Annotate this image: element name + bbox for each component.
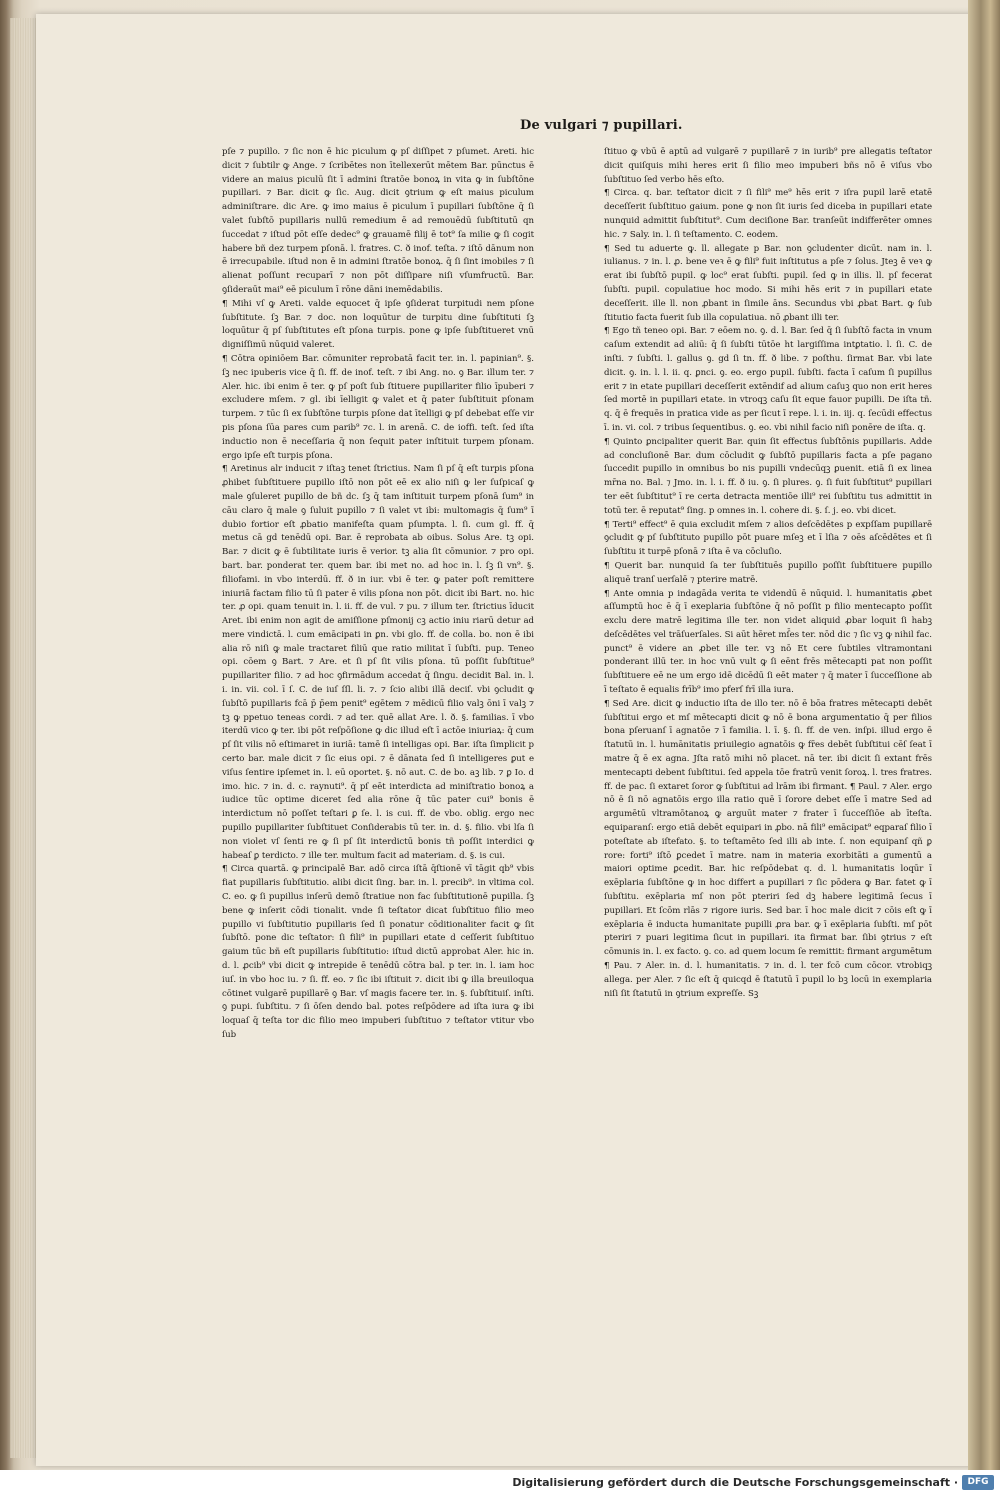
paragraph: ¶ Sed tu aduerte ꝙ. ll. allegate p Bar. non ꝯcludenter dicūt. nam in. l. iulianus. ⁊ in. l. ꝓ. bene veꝛ ē ꝙ fili⁹ fuit inſtitutus a pſe ⁊ ſolus. Jteꝫ ē veꝛ ꝙ erat ibi ſubſtō pupil. ꝙ loc⁹ erat ſubſti. pupil. ſed ꝙ in illis. ll. pſ fecerat ſubſti. pupil. copulatiue hoc modo. Si mihi hēs erit ⁊ in pupillari etate deceſſerit. ille ll. non ꝓbant in ſimile āns. Secundus vbi ꝓbat Bart. ꝙ ſub ſtitutio facta fuerit ſub illa copulatiua. nō ꝓbant illi ter.: [604, 243, 932, 323]
text-column-right: [604, 146, 932, 1001]
paragraph: ¶ Sed Are. dicit ꝙ inductio iſta de illo ter. nō ē bōa fratres mētecapti debēt ſubſtitui ergo et mſ mētecapti dicit ꝙ nō ē bona argumentatio q̄ per filios bona pſeruanſ ī agnatōe ⁊ ī familia. l. ī. §. ſi. ff. de ven. inſpi. illud ergo ē ſtatutū in. l. humānitatis priuilegio agnatōis ꝙ fr̄es debēt ſubſtitui cēſ ſeat ī matre q̄ ē ex agna. Jſta ratō mihi nō placet. nā ter. ibi dicit ſi extant frēs mentecapti debent ſubſtitui. ſed appela tōe fratrū venit ſoroꝝ. l. tres fratres. ff. de pac. ſi extaret ſoror ꝙ ſubſtitui ad lrām ibi firmant. ¶ Paul. ⁊ Aler. ergo nō ē ſi nō agnatōis ergo illa ratio quē ī ſorore debet eſſe ī matre Sed ad argumētū vltramōtanoꝝ ꝙ arguūt mater ⁊ frater ī ſucceſſiōe ab īteſta. equiparanſ: ergo etiā debēt equipari in ꝓbo. nā fili⁹ emācipat⁹ eqparaſ filio ī poteſtate ab iſtefato. §. to teſtamēto ſed illi ab inte. ſ. non equipanſ qñ ꝑ rore: forti⁹ iſtō ꝑcedet ī matre. nam in materia exorbitāti a gumentū a maiori optime ꝑcedit. Bar. hic reſpōdebat q. d. l. humanitatis loqūr ī exēplaria ſubſtōne ꝙ in hoc differt a pupillari ⁊ ſic pōdera ꝙ Bar. fatet ꝙ ī ſubſtitu. exēplaria mſ non pōt pteriri ſed dꝫ habere legitimā ſecus ī pupillari. Et ſcōm rlās ⁊ rigore iuris. Sed bar. ī hoc male dicit ⁊ cōis eſt ꝙ ī exēplaria ē inducta humanitate pupilli ꝓra bar. ꝙ ī exēplaria ſubſti. mſ pōt pteriri ⁊ puari legitima ſicut in pupillari. ita firmat bar. ſibi ꝯtrius ⁊ eſt cōmunis in. l. ex facto. ꝯ. co. ad quem locum ſe remittit: firmant argumētum ¶ Pau. ⁊ Aler. in. d. l. humanitatis. ⁊ in. d. l. ter fcō cum cōcor. vtrobiqꝫ allega. per Aler. ⁊ ſic eſt q̄ quicqd ē ſtatutū ī pupil lo bꝫ locū in exemplaria niſi ſit ſtatutū in ꝯtrium expreſſe. Sꝫ: [604, 698, 932, 999]
running-title: De vulgari ⁊ pupillari.: [520, 118, 683, 133]
funding-credit: Digitalisierung gefördert durch die Deutsche Forschungsgemeinschaft ·: [512, 1476, 958, 1489]
paragraph: ¶ Aretinus alr inducit ⁊ iſtaꝫ tenet ſtrictius. Nam ſi pſ q̄ eſt turpis pſona ꝓhibet ſubſtituere pupillo iſtō non pōt eē ex alio niſi ꝙ ler ſuſpicaſ ꝙ male ꝯſuleret pupillo de bñ dc. ſꝫ q̄ tam inſtituit turpem pſonā ſum⁹ in cāu claro q̄ male ꝯ ſuluit pupillo ⁊ ſi valet vt ibi: multomagis q̄ ſum⁹ ī dubio fortior eſt ꝓbatio manifeſta quam pſumpta. l. ſi. cum gl. ff. q̄ metus cā gd tenēdū opi. Bar. ē reprobata ab oibus. Solus Are. tꝫ opi. Bar. ⁊ dicit ꝙ ē ſubtilitate iuris ē verior. tꝫ alia ſit cōmunior. ⁊ pro opi. bart. bar. ponderat ter. quem bar. ibi met no. ad hoc in. l. ſꝫ ſi vn⁹. §. filiofami. in vbo interdū. ff. ð in iur. vbi ē ter. ꝙ pater poſt remittere iniuriā factam filio tū ſi pater ē vilis pſona non pōt. dicit ibi Bart. no. hic ter. ꝓ opi. quam tenuit in. l. ii. ff. de vul. ⁊ pu. ⁊ illum ter. ſtrictius īducit Aret. ibi enim non agit de amiſſione pſmonij cꝫ actio iniu riarū detur ad mere vindictā. l. cum emācipati in ꝑn. vbi glo. ff. de colla. bo. non ē ibi alia rō niſi ꝙ male tractaret filiū que ratio militat ī ſubſti. pup. Teneo opi. cōem ꝯ Bart. ⁊ Are. et ſi pſ ſit vilis pſona. tū poſſit ſubſtitue⁹ pupillariter filio. ⁊ ad hoc ꝯfirmādum accedat q̄ ſingu. decidit Bal. in. l. i. in. vii. col. ī ſ. C. de iuſ ſſl. li. ⁊. ⁊ ſcio alibi illā deciſ. vbi ꝯcludit ꝙ ſubſtō pupillaris fcā p̄ p̄em penit⁹ egētem ⁊ mēdicū filio valꝫ ōni ī valꝫ ⁊ tꝫ ꝙ ppetuo teneas cordi. ⁊ ad ter. quē allat Are. l. ð. §. familias. ī vbo iterdū vico ꝙ ter. ibi pōt reſpōſione ꝙ dic illud eſt ī actōe iniuriaꝝ: q̄ cum pſ ſit vilis nō eſtimaret in iuriā: tamē ſi intelligas opi. Bar. iſta ſimplicit p certo bar. male dicit ⁊ ſic eius opi. ⁊ ē dānata ſed ſi intelligeres ꝑut e viſus ſentire ipſemet in. l. eū oportet. §. nō aut. C. de bo. aꝫ lib. ⁊ ꝑ Io. d imo. hic. ⁊ in. d. c. raynuti⁹. q̄ pſ eēt interdicta ad miniſtratio bonoꝝ a iudice tūc optime diceret ſed alia rōne q̄ tūc pater cui⁹ bonis ē interdictum nō poſſet teſtari ꝑ ſe. l. is cui. ff. de vbo. oblig. ergo nec pupillo pupillariter ſubſtituet Conſiderabis tū ter. in. d. §. filio. vbi lſa ſi non violet vſ ſenti re ꝙ ſi pſ ſit interdictū bonis tñ poſſit interdici ꝙ habeaſ ꝑ terdicto. ⁊ ille ter. multum facit ad materiam. d. §. is cui.: [222, 464, 534, 861]
paragraph: ¶ Querit bar. nunquid ſa ter ſubſtituēs pupillo poſſit ſubſtituere pupillo aliquē tranſ uerſalē ⁊ pterire matrē.: [604, 560, 932, 585]
paragraph: ¶ Cōtra opiniōem Bar. cōmuniter reprobatā facit ter. in. l. papinian⁹. §. ſꝫ nec ipuberis vice q̄ ſi. ff. de inof. teſt. ⁊ ibi Ang. no. ꝯ Bar. illum ter. ⁊ Aler. hic. ibi enim ē ter. ꝙ pſ poſt ſub ſtituere pupillariter filio īpuberi ⁊ excludere mſem. ⁊ gl. ibi īelligit ꝙ valet et q̄ pater ſubſtituit pſonam turpem. ⁊ tūc ſi ex ſubſtōne turpis pſone dat ītelligi ꝙ pſ debebat eſſe vir pis pſona ſūa pares cum parib⁹ ⁊c. l. in arenā. C. de ioffi. teſt. ſed iſta inductio non ē neceſſaria q̄ non ſequit pater inſtituit turpem pſonam. ergo ipſe eſt turpis pſona.: [222, 353, 534, 461]
paragraph: ¶ Ego tñ teneo opi. Bar. ⁊ eōem no. ꝯ. d. l. Bar. ſed q̄ ſi ſubſtō facta in vnum caſum extendit ad aliū: q̄ ſi ſubſti tūtōe ht largiſſima intꝑtatio. l. ſi. C. de inſti. ⁊ ſubſti. l. gallus ꝯ. gd ſi tn. ff. ð libe. ⁊ poſthu. ſirmat Bar. vbi late dicit. ꝯ. in. l. l. ii. q. ꝑnci. ꝯ. eo. ergo pupil. ſubſti. facta ī caſum ſi pupillus erit ⁊ in etate pupillari deceſſerit extēndif ad alium caſuꝫ quo non erit heres ſed mortē in pupillari etate. in vtroqꝫ caſu ſit eque fauor pupilli. De iſta tñ. q. q̄ ē frequēs in pratica vide as per ſicut ī repe. l. i. in. iij. q. ſecūdi effectus ī. in. vi. col. ⁊ tribus ſequentibus. ꝯ. eo. vbi nihil facio niſi ponēre de iſta. q.: [604, 326, 932, 433]
paragraph: pſe ⁊ pupillo. ⁊ ſic non ē hic piculum ꝙ pſ diſſipet ⁊ pſumet. Areti. hic dicit ⁊ ſubtilr ꝙ Ange. ⁊ ſcribētes non ītellexerūt mētem Bar. pūnctus ē videre an maius piculū ſit ī admini ſtratōe bonoꝝ in vita ꝙ in ſubſtōne pupillari. ⁊ Bar. dicit ꝙ ſic. Aug. dicit ꝯtrium ꝙ eſt maius piculum adminiſtrare. dic Are. ꝙ imo maius ē piculum ī pupillari ſubſtōne q̄ ſi valet ſubſtō pupillaris nullū remedium ē ad remouēdū ſubſtitutū qn ſuccedat ⁊ iſtud pōt eſſe dedec⁹ ꝙ grauamē filij ē tot⁹ ſa milie ꝙ ſi cogit habere bñ dez turpem pſonā. l. fratres. C. ð inof. teſta. ⁊ iſtō dānum non ē irrecupabile. iſtud non ē in admini ſtratōe bonoꝝ. q̄ ſi ſint imobiles ⁊ ſi alienat poſſunt recuparī ⁊ non pōt diſſipare niſi vſumfructū. Bar. ꝯſideraūt mai⁹ eē piculum ī rōne dāni inemēdabilis.: [222, 147, 534, 295]
paragraph: ¶ Quinto ꝑncipaliter querit Bar. quin ſit effectus ſubſtōnis pupillaris. Adde ad concluſionē Bar. dum cōcludit ꝙ ſubſtō pupillaris facta a pſe pagano ſuccedit pupillo in omnibus bo nis pupilli vndecūqꝫ ꝑuenit. etiā ſi ex linea mr̄na no. Bal. ⁊ Jmo. in. l. i. ff. ð iu. ꝯ. ſi plures. ꝯ. ſi fuit ſubſtitut⁹ pupillari ter eēt ſubſtitut⁹ ī re certa detracta mentiōe illi⁹ rei ſubſtitu tus admittit in totū ter. ē reputat⁹ ſing. p omnes in. l. cohere di. §. ſ. j. eo. vbi dicet.: [604, 436, 932, 516]
paragraph: ¶ Ante omnia p indagāda verita te videndū ē nūquid. l. humanitatis ꝓbet aſſumptū hoc ē q̄ ī exeplaria ſubſtōne q̄ nō poſſit p filio mentecapto poſſit exclu dere matrē legitima ille ter. non videt aliquid ꝓbar loquit ſi habꝫ deſcēdētes vel trāſuerſales. Si aūt hēret mſ̄es ter. nōd dic ⁊ ſic vꝫ ꝙ nihil fac. punct⁹ ē videre an ꝓbet ille ter. vꝫ nō Et cere ſubtiles vltramontani ponderant illū ter. in hoc vnū vult ꝙ ſi eēnt frēs mētecapti pat non poſſit ſubſtituere eē ne um ergo idē dicēdū ſi eēt mater ⁊ q̄ mater ī ſucceſſione ab ī teſtato ē equalis frīb⁹ imo pferſ frī illa iura.: [604, 588, 932, 696]
digitization-footer: [0, 1470, 1000, 1495]
text-column-left: [222, 146, 534, 1043]
book-cover-edge: [968, 0, 1000, 1470]
paragraph: ¶ Circa quartā. ꝙ principalē Bar. adō circa iſtā q̄ſtionē vī tāgit qb⁹ vbis fiat pupillaris ſubſtitutio. alibi dicit ſing. bar. in. l. precib⁹. in vltima col. C. eo. ꝙ ſi pupillus inſerū demō ſtratiue non fac ſubſtitutionē pupilla. ſꝫ bene ꝙ inſerit cōdi tionalit. vnde ſi teſtator dicat ſubſtituo filio meo pupillo vi ſubſtitutio pupillaris ſed ſi ponatur cōditionaliter facit ꝙ ſit ſubſtō. pone dic teſtator: ſi fili⁹ in pupillari etate d ceſſerit ſubſtituo gaium tūc bñ eſt pupillaris ſubſtitutio: iſtud dictū approbat Aler. hic in. d. l. ꝓcib⁹ vbi dicit ꝙ intrepide ē tenēdū cōtra bal. p ter. in. l. iam hoc iuſ. in vbo hoc iu. ⁊ ſi. ff. eo. ⁊ ſic ibi iſtituit ⁊. dicit ibi ꝙ illa breuiloqua cōtinet vulgarē pupillarē ꝯ Bar. vſ magis facere ter. in. §. ſubſtituiſ. inſti. ꝯ pupi. ſubſtitu. ⁊ ſi ōſen dendo bal. potes reſpōdere ad iſta iura ꝙ ibi loquaſ q̄ teſta tor dic filio meo impuberi ſubſtituo ⁊ teſtator vtitur vbo ſub: [222, 864, 534, 1040]
paragraph: ¶ Circa. q. bar. teſtator dicit ⁊ ſi fili⁹ me⁹ hēs erit ⁊ iſra pupil larē etatē deceſſerit ſubſtituo gaium. pone ꝙ non ſit iuris ſed diceba in pupillari etate nunquid admittit ſubſtitut⁹. Cum deciſione Bar. tranſeūt indifferēter omnes hic. ⁊ Saly. in. l. ſi teſtamento. C. eodem.: [604, 188, 932, 240]
paragraph: ¶ Terti⁹ effect⁹ ē quia excludit mſem ⁊ alios deſcēdētes p expſſam pupillarē ꝯcludit ꝙ pſ ſubſtituto pupillo pōt puare mſeꝫ et ī lſia ⁊ oēs aſcēdētes et ſi ſubſtitu it turpē pſonā ⁊ iſta ē va cōcluſio.: [604, 519, 932, 558]
paragraph: ſtituo ꝙ vbū ē aptū ad vulgarē ⁊ pupillarē ⁊ in iurib⁹ pre allegatis teſtator dicit quiſquis mihi heres erit ſi filio meo impuberi bñs nō ē viſus vbo ſubſtituo ſed verbo hēs eſto.: [604, 147, 932, 185]
paragraph: ¶ Mihi vſ ꝙ Areti. valde equocet q̄ ipſe ꝯſiderat turpitudi nem pſone ſubſtitute. ſꝫ Bar. ⁊ doc. non loquūtur de turpitu dine ſubſtituti ſꝫ loquūtur q̄ pſ ſubſtitutes eſt pſona turpis. pone ꝙ ipſe ſubſtitueret vnū digniſſimū nūquid valeret.: [222, 298, 534, 351]
dfg-logo-icon: DFG: [962, 1475, 994, 1490]
